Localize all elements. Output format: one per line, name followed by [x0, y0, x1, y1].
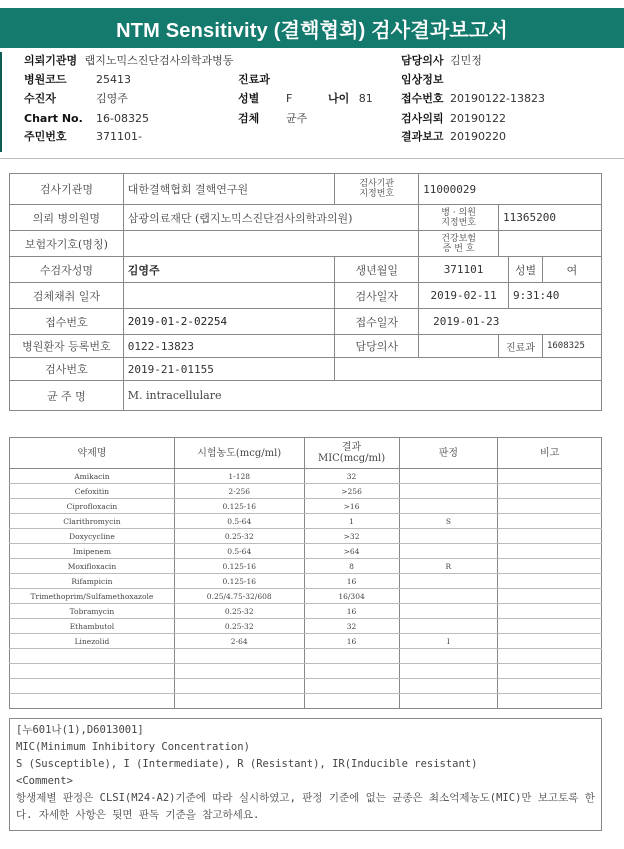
cell-judge: [399, 649, 498, 664]
table-row: [10, 544, 602, 559]
cell-note: [498, 634, 602, 649]
cell-note: [498, 469, 602, 484]
cell-drug: Rifampicin: [10, 574, 175, 589]
cell-drug: Clarithromycin: [10, 514, 175, 529]
cell-mic: 16: [304, 634, 399, 649]
cell-note: [498, 559, 602, 574]
doctor-value: 김민정: [450, 54, 482, 67]
cell-conc: 1-128: [174, 469, 304, 484]
req-hosp-value: 삼광의료재단 (랩지노믹스진단검사의학과의원): [123, 205, 418, 231]
cell-mic: >256: [304, 484, 399, 499]
test-no-value: 2019-21-01155: [123, 358, 335, 381]
cell-conc: 0.25/4.75-32/608: [174, 589, 304, 604]
cell-judge: [399, 589, 498, 604]
cell-judge: [399, 544, 498, 559]
recv-date-value: 2019-01-23: [419, 309, 602, 335]
comment-text: 항생제별 판정은 CLSI(M24-A2)기준에 따라 실시하였고, 판정 기준에 없는 균종은 최소억제농도(MIC)만 보고토록 한다. 자세한 사항은 뒷면 판독 기준을 참고하세요.: [16, 792, 595, 821]
dept-label: 진료과: [238, 73, 270, 86]
hi-cert-label: 건강보험 증 번 호: [419, 231, 499, 257]
header-judge: 판정: [399, 438, 498, 469]
chart-value: 16-08325: [96, 112, 149, 125]
table-row: [10, 559, 602, 574]
specimen-value: 균주: [286, 112, 308, 125]
cell-mic: 1: [304, 514, 399, 529]
judge-legend: S (Susceptible), I (Intermediate), R (Resistant), IR(Inducible resistant): [16, 758, 478, 770]
patient-value: 김영주: [123, 257, 335, 283]
test-date-label: 검사일자: [335, 283, 419, 309]
cell-judge: [399, 619, 498, 634]
age-label: 나이: [328, 92, 350, 105]
comment-label: <Comment>: [16, 775, 73, 787]
recv-value: 2019-01-2-02254: [123, 309, 335, 335]
table-row: [10, 634, 602, 649]
cell-mic: [304, 679, 399, 694]
age-value: 81: [358, 92, 373, 105]
cell-mic: >64: [304, 544, 399, 559]
clinical-label: 임상정보: [401, 73, 444, 86]
test-org-label: 검사기관명: [10, 174, 124, 205]
cell-mic: 16: [304, 604, 399, 619]
cell-mic: >32: [304, 529, 399, 544]
test-date-value: 2019-02-11: [419, 283, 509, 309]
report-title: NTM Sensitivity (결핵협회) 검사결과보고서: [0, 8, 624, 48]
table-row: [10, 574, 602, 589]
cell-conc: [174, 649, 304, 664]
cell-drug: Trimethoprim/Sulfamethoxazole: [10, 589, 175, 604]
sampling-value: [123, 283, 335, 309]
req-org-row: [24, 52, 233, 70]
cell-mic: >16: [304, 499, 399, 514]
cell-note: [498, 649, 602, 664]
cell-mic: 16/304: [304, 589, 399, 604]
test-time-value: 9:31:40: [509, 283, 602, 309]
req-org-label: 의뢰기관명: [24, 54, 78, 67]
name-value: 김영주: [96, 92, 128, 105]
cell-conc: 0.25-32: [174, 529, 304, 544]
table-row: [10, 694, 602, 709]
comment-code: [누601나(1),D6013001]: [16, 724, 144, 736]
doctor-value: [419, 335, 499, 358]
cell-note: [498, 664, 602, 679]
recv-date-label: 접수일자: [335, 309, 419, 335]
id-value: 371101-: [96, 130, 142, 143]
cell-mic: 32: [304, 619, 399, 634]
cell-drug: Doxycycline: [10, 529, 175, 544]
cell-mic: [304, 694, 399, 709]
cell-judge: S: [399, 514, 498, 529]
mic-definition: MIC(Minimum Inhibitory Concentration): [16, 741, 250, 753]
cell-conc: [174, 664, 304, 679]
cell-note: [498, 544, 602, 559]
header-conc: 시험농도(mcg/ml): [174, 438, 304, 469]
hosp-reg-label: 병원환자 등록번호: [10, 335, 124, 358]
cell-mic: 32: [304, 469, 399, 484]
sex-label: 성별: [238, 92, 260, 105]
sex-value: F: [286, 92, 293, 105]
cell-drug: Imipenem: [10, 544, 175, 559]
table-row: [10, 679, 602, 694]
cell-note: [498, 484, 602, 499]
req-org-value: 랩지노믹스진단검사의학과병동: [84, 54, 234, 67]
table-row: [10, 514, 602, 529]
table-row: [10, 589, 602, 604]
cell-judge: [399, 604, 498, 619]
cell-drug: Cefoxitin: [10, 484, 175, 499]
cell-conc: 0.5-64: [174, 544, 304, 559]
test-org-no-label: 검사기관 지정번호: [335, 174, 419, 205]
cell-drug: [10, 694, 175, 709]
sex-label: 성별: [509, 257, 543, 283]
specimen-label: 검체: [238, 112, 260, 125]
cell-judge: R: [399, 559, 498, 574]
cell-conc: 2-256: [174, 484, 304, 499]
cell-conc: 0.25-32: [174, 619, 304, 634]
cell-drug: [10, 649, 175, 664]
table-row: [10, 499, 602, 514]
cell-judge: [399, 469, 498, 484]
cell-note: [498, 679, 602, 694]
cell-drug: Ciprofloxacin: [10, 499, 175, 514]
cell-note: [498, 529, 602, 544]
cell-judge: I: [399, 634, 498, 649]
cell-drug: Linezolid: [10, 634, 175, 649]
req-hosp-label: 의뢰 병의원명: [10, 205, 124, 231]
test-org-no-value: 11000029: [419, 174, 602, 205]
comment-box: [9, 718, 602, 831]
dept-value: 1608325: [542, 335, 601, 358]
cell-note: [498, 514, 602, 529]
summary-table: [9, 173, 602, 411]
cell-conc: 0.5-64: [174, 514, 304, 529]
cell-judge: [399, 574, 498, 589]
sampling-label: 검체채취 일자: [10, 283, 124, 309]
recv-no-value: 20190122-13823: [450, 92, 545, 105]
name-label: 수진자: [24, 92, 56, 105]
cell-mic: 16: [304, 574, 399, 589]
test-no-label: 검사번호: [10, 358, 124, 381]
cell-drug: [10, 664, 175, 679]
cell-note: [498, 499, 602, 514]
cell-drug: Moxifloxacin: [10, 559, 175, 574]
cell-note: [498, 604, 602, 619]
chart-label: Chart No.: [24, 112, 83, 125]
dept-label: 진료과: [499, 335, 543, 358]
test-req-value: 20190122: [450, 112, 507, 125]
drug-table: [9, 437, 602, 709]
id-label: 주민번호: [24, 130, 67, 143]
table-row: [10, 664, 602, 679]
hosp-code-label: 병원코드: [24, 73, 67, 86]
left-accent-bar: [0, 52, 2, 152]
hi-cert-value: [499, 231, 602, 257]
hosp-reg-value: 0122-13823: [123, 335, 335, 358]
birth-label: 생년월일: [335, 257, 419, 283]
insurer-value: [123, 231, 418, 257]
table-row: [10, 649, 602, 664]
result-value: 20190220: [450, 130, 507, 143]
table-row: [10, 604, 602, 619]
table-row: [10, 529, 602, 544]
divider: [0, 158, 624, 159]
cell-conc: [174, 694, 304, 709]
recv-label: 접수번호: [10, 309, 124, 335]
doctor-label: 담당의사: [335, 335, 419, 358]
cell-conc: 2-64: [174, 634, 304, 649]
recv-no-label: 접수번호: [401, 92, 444, 105]
result-label: 결과보고: [401, 130, 444, 143]
cell-drug: Amikacin: [10, 469, 175, 484]
patient-label: 수검자성명: [10, 257, 124, 283]
cell-drug: Tobramycin: [10, 604, 175, 619]
cell-judge: [399, 664, 498, 679]
cell-note: [498, 694, 602, 709]
cell-mic: 8: [304, 559, 399, 574]
cell-judge: [399, 484, 498, 499]
strain-label: 균 주 명: [10, 381, 124, 411]
cell-judge: [399, 499, 498, 514]
cell-judge: [399, 679, 498, 694]
test-org-value: 대한결핵협회 결핵연구원: [123, 174, 335, 205]
cell-note: [498, 574, 602, 589]
cell-note: [498, 619, 602, 634]
hosp-code-value: 25413: [96, 73, 131, 86]
cell-conc: 0.125-16: [174, 574, 304, 589]
sex-value: 여: [542, 257, 601, 283]
header-note: 비고: [498, 438, 602, 469]
insurer-label: 보험자기호(명칭): [10, 231, 124, 257]
cell-conc: 0.125-16: [174, 559, 304, 574]
cell-drug: Ethambutol: [10, 619, 175, 634]
cell-judge: [399, 694, 498, 709]
cell-conc: 0.25-32: [174, 604, 304, 619]
table-row: [10, 469, 602, 484]
cell-mic: [304, 649, 399, 664]
cell-conc: 0.125-16: [174, 499, 304, 514]
strain-value: M. intracellulare: [123, 381, 601, 411]
cell-mic: [304, 664, 399, 679]
cell-note: [498, 589, 602, 604]
cell-judge: [399, 529, 498, 544]
hosp-no-label: 병 · 의원 지정번호: [419, 205, 499, 231]
test-req-label: 검사의뢰: [401, 112, 444, 125]
header-result: 결과 MIC(mcg/ml): [304, 438, 399, 469]
test-no-extra: [335, 358, 602, 381]
table-row: [10, 619, 602, 634]
table-row: [10, 484, 602, 499]
doctor-label: 담당의사: [401, 54, 444, 67]
cell-drug: [10, 679, 175, 694]
header-drug: 약제명: [10, 438, 175, 469]
birth-value: 371101: [419, 257, 509, 283]
cell-conc: [174, 679, 304, 694]
hosp-no-value: 11365200: [499, 205, 602, 231]
